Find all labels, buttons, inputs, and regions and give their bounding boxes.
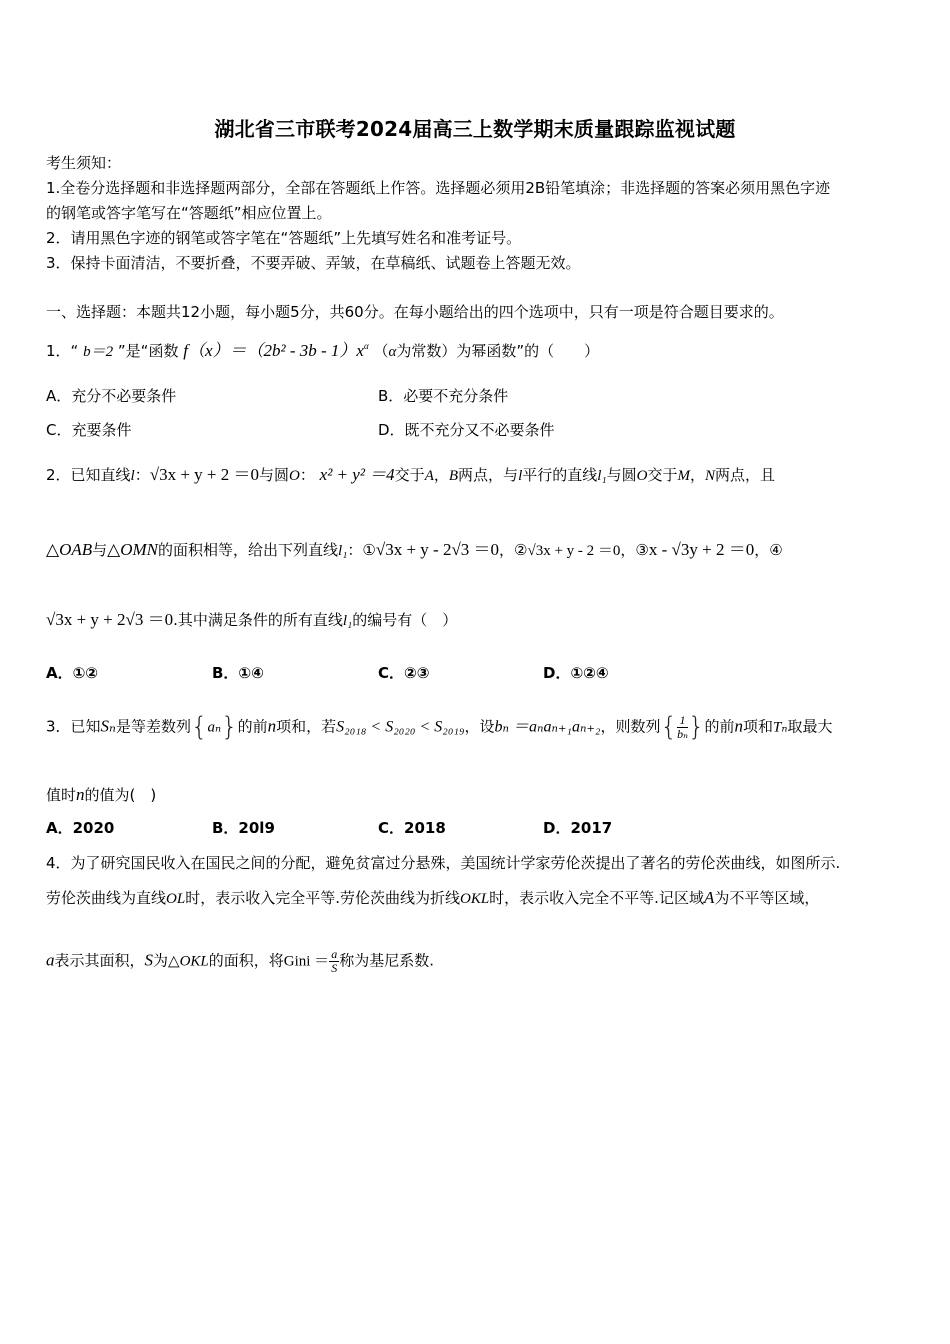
q2-text: ：: [134, 466, 150, 484]
q3-text: 项和: [743, 717, 774, 736]
q2-line-equation: √3x + y + 2 ＝0: [149, 465, 259, 484]
q3-tn: Tₙ: [773, 719, 788, 736]
q2-text: 交于: [394, 466, 425, 484]
question-2-line-3: [46, 605, 457, 630]
q4-text: 为: [153, 951, 169, 970]
q2-text: 两点，且: [715, 466, 776, 484]
page-title: 湖北省三市联考2024届高三上数学期末质量跟踪监视试题: [214, 117, 736, 141]
q4-text: 的面积，将: [208, 951, 284, 970]
q3-option-d[interactable]: D．2017: [543, 819, 613, 837]
q4-text: 称为基尼系数.: [339, 951, 434, 970]
q2-text: ：: [299, 466, 315, 484]
q3-text: 的值为( ): [84, 786, 157, 804]
question-2-line-1: [46, 460, 775, 485]
q2-text: 平行的直线: [522, 466, 598, 484]
q2-text: ，: [690, 466, 706, 484]
q4-gini-fraction: [329, 948, 339, 974]
q2-text: .其中满足条件的所有直线: [173, 611, 343, 629]
q3-sn: Sₙ: [100, 716, 116, 736]
q2-point-m: M: [677, 468, 691, 484]
right-brace-icon: }: [687, 712, 705, 742]
q1-function: f（x）＝（2b² - 3b - 1）x: [183, 341, 364, 360]
left-brace-icon: {: [660, 712, 678, 742]
question-4-line-1: 4．为了研究国民收入在国民之间的分配，避免贫富过分悬殊，美国统计学家劳伦茨提出了著名的劳伦茨曲线，如图所示.: [46, 854, 841, 872]
q4-text: 表示其面积，: [54, 951, 145, 970]
q2-text: 与: [92, 541, 108, 559]
q3-text: 3．已知: [46, 717, 101, 736]
q3-fraction-denominator: bₙ: [677, 727, 688, 741]
q4-gini-label: Gini ＝: [283, 953, 330, 970]
q3-text: 取最大: [787, 717, 833, 736]
q3-n: n: [734, 716, 743, 736]
notice-item-1-cont: 的钢笔或答字笔写在“答题纸”相应位置上。: [46, 204, 332, 222]
q2-option-a[interactable]: A．①②: [46, 664, 99, 682]
q4-text: 为不平等区域，: [714, 889, 820, 907]
notice-item-2: 2．请用黑色字迹的钢笔或答字笔在“答题纸”上先填写姓名和准考证号。: [46, 229, 522, 247]
q2-equation-1: √3x + y - 2√3 ＝0: [375, 540, 500, 559]
q2-text: 与圆: [259, 466, 290, 484]
q2-equation-3: x - √3y + 2 ＝0: [648, 540, 755, 559]
q1-option-b[interactable]: B．必要不充分条件: [378, 387, 509, 405]
q2-option-c[interactable]: C．②③: [378, 664, 430, 682]
q4-area-s: S: [144, 950, 154, 970]
q2-line-l1: l₁: [342, 613, 353, 629]
q4-gini-numerator: a: [331, 947, 338, 961]
q3-n: n: [76, 785, 85, 804]
q2-line-l: l: [130, 468, 135, 484]
question-2-line-2: [46, 535, 783, 560]
q2-point-n: N: [705, 468, 716, 484]
q2-option-d[interactable]: D．①②④: [543, 664, 609, 682]
q2-text: ，③: [620, 541, 649, 559]
q4-area-a: a: [46, 950, 55, 970]
q2-circle-o: O: [289, 468, 300, 484]
q1-exponent: α: [363, 341, 369, 351]
left-brace-icon: {: [190, 712, 208, 742]
q2-line-l: l: [518, 468, 523, 484]
q3-option-a[interactable]: A．2020: [46, 819, 115, 837]
q2-option-b[interactable]: B．①④: [212, 664, 264, 682]
q4-gini-denominator: S: [331, 961, 338, 975]
q2-line-l1: l₁: [338, 543, 348, 559]
q3-text: 的前: [237, 717, 268, 736]
q2-point-a: A: [424, 468, 434, 484]
q1-text: “: [70, 342, 79, 360]
q3-fraction: [677, 714, 688, 740]
q1-number: 1．: [46, 342, 71, 360]
question-1: [46, 336, 599, 361]
q4-region-a: A: [703, 888, 715, 907]
q2-text: 与圆: [606, 466, 637, 484]
q3-option-b[interactable]: B．20l9: [212, 819, 275, 837]
q1-condition: b＝2: [83, 344, 114, 360]
q2-text: 的面积相等，给出下列直线: [158, 541, 339, 559]
q3-fraction-numerator: 1: [677, 714, 688, 728]
q3-text: 的前: [704, 717, 735, 736]
q2-text: 2．已知直线: [46, 466, 131, 484]
q3-bn-definition: bₙ ＝aₙaₙ₊₁aₙ₊₂: [494, 718, 601, 736]
q2-text: 交于: [647, 466, 678, 484]
q1-text: （: [373, 342, 389, 360]
q3-option-c[interactable]: C．2018: [378, 819, 446, 837]
q2-text: ，④: [754, 541, 783, 559]
q2-text: 的编号有（ ）: [352, 611, 458, 629]
q2-equation-4: √3x + y + 2√3 ＝0: [46, 610, 174, 629]
notice-item-3: 3．保持卡面清洁，不要折叠，不要弄破、弄皱，在草稿纸、试题卷上答题无效。: [46, 254, 581, 272]
q4-triangle-okl: △OKL: [168, 953, 209, 970]
q2-point-b: B: [448, 468, 459, 484]
question-3-line-1: [46, 712, 832, 742]
q3-text: ，则数列: [600, 717, 661, 736]
section-heading: 一、选择题：本题共12小题，每小题5分，共60分。在每小题给出的四个选项中，只有一项是符合题目要求的。: [46, 303, 784, 321]
q3-text: ，设: [464, 717, 495, 736]
q1-option-a[interactable]: A．充分不必要条件: [46, 387, 177, 405]
q2-text: 两点，与: [458, 466, 519, 484]
q4-ol: OL: [166, 891, 186, 907]
q3-text: 项和，若: [276, 717, 337, 736]
right-brace-icon: }: [221, 712, 238, 742]
q2-text: ：①: [347, 541, 376, 559]
q4-text: 时，表示收入完全平等.劳伦茨曲线为折线: [185, 889, 460, 907]
q4-okl: OKL: [459, 891, 490, 907]
q1-option-c[interactable]: C．充要条件: [46, 421, 132, 439]
q1-alpha: α: [388, 344, 397, 360]
question-4-line-3: [46, 948, 434, 974]
q1-option-d[interactable]: D．既不充分又不必要条件: [378, 421, 555, 439]
q4-text: 劳伦茨曲线为直线: [46, 889, 167, 907]
notice-heading: 考生须知：: [46, 154, 122, 172]
question-3-line-2: [46, 784, 156, 805]
q3-text: 值时: [46, 786, 77, 804]
q2-text: ，②: [499, 541, 528, 559]
q2-circle-equation: x² + y² ＝4: [319, 465, 395, 484]
q3-inequality: S₂₀₁₈ < S₂₀₂₀ < S₂₀₁₉: [336, 718, 465, 736]
q3-an: aₙ: [207, 719, 222, 736]
q4-text: 时，表示收入完全不平等.记区域: [489, 889, 704, 907]
q2-circle-o: O: [636, 468, 648, 484]
q1-text: ”是“函数: [117, 342, 179, 360]
q2-text: ，: [433, 466, 449, 484]
q3-n: n: [267, 716, 277, 736]
question-4-line-2: [46, 887, 819, 908]
q2-triangle-oab: △OAB: [46, 540, 93, 559]
q2-line-l1: l₁: [597, 468, 607, 484]
q3-text: 是等差数列: [115, 717, 191, 736]
notice-item-1: 1.全卷分选择题和非选择题两部分，全部在答题纸上作答。选择题必须用2B铅笔填涂；非选择题的答案必须用黑色字迹: [46, 179, 831, 197]
q1-text: 为常数）为幂函数”的（ ）: [396, 342, 600, 360]
q2-triangle-omn: △OMN: [107, 540, 158, 559]
q2-equation-2: √3x + y - 2 ＝0: [527, 543, 621, 559]
